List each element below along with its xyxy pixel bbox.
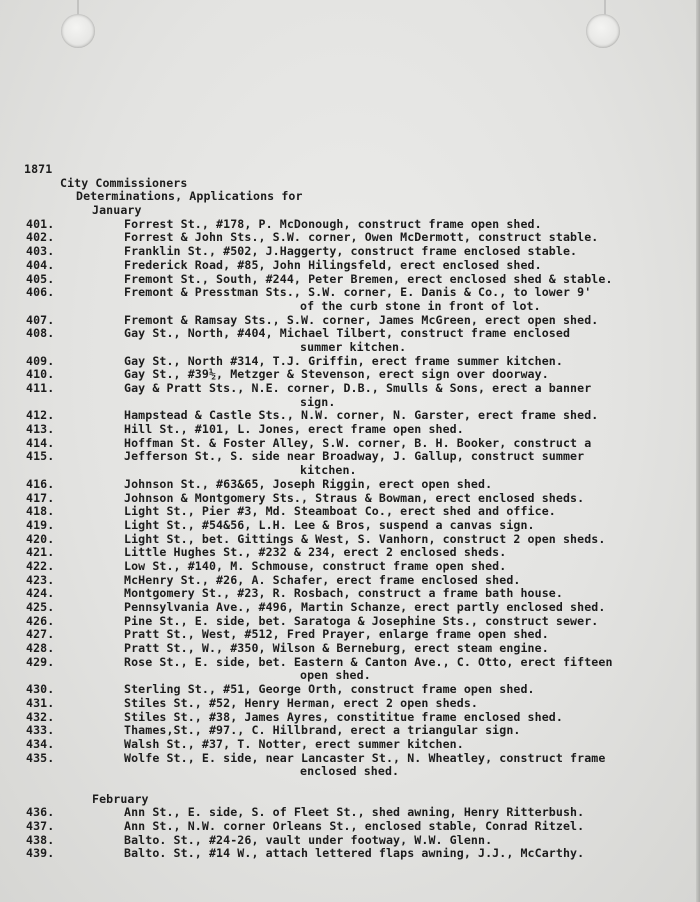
entry-text: Hoffman St. & Foster Alley, S.W. corner, B. H. Booker, construct a: [124, 435, 592, 450]
entry-number: 430.: [26, 682, 55, 697]
entry-text: Balto. St., #24-26, vault under footway, W.W. Glenn.: [124, 832, 493, 847]
entry-number: 423.: [26, 572, 55, 587]
entry-row: [24, 478, 694, 492]
entry-number: 429.: [26, 654, 55, 669]
entry-row: [24, 560, 694, 574]
entry-row: [24, 450, 694, 464]
entry-number: 419.: [26, 517, 55, 532]
entry-number: 412.: [26, 408, 55, 423]
entry-continuation-row: [24, 464, 694, 478]
entry-row: [24, 834, 694, 848]
entry-row: [24, 806, 694, 820]
entry-row: [24, 382, 694, 396]
entry-text: Fremont & Presstman Sts., S.W. corner, E. Danis & Co., to lower 9': [124, 285, 592, 300]
entry-number: 433.: [26, 723, 55, 738]
entry-row: [24, 847, 694, 861]
entry-continuation-row: [24, 300, 694, 314]
entry-number: 416.: [26, 476, 55, 491]
entry-number: 408.: [26, 326, 55, 341]
entry-number: 411.: [26, 381, 55, 395]
entry-continuation-row: [24, 341, 694, 355]
entry-text: Frederick Road, #85, John Hilingsfeld, erect enclosed shed.: [124, 257, 542, 272]
entry-text: Jefferson St., S. side near Broadway, J. Gallup, construct summer: [124, 449, 585, 464]
entry-text: Johnson St., #63&65, Joseph Riggin, erect open shed.: [124, 476, 493, 491]
entry-continuation-row: [24, 396, 694, 410]
entry-row: [24, 724, 694, 738]
entry-number: 425.: [26, 600, 55, 614]
entry-row: [24, 697, 694, 711]
entry-text: Walsh St., #37, T. Notter, erect summer kitchen.: [124, 736, 464, 751]
punch-hole-right: [586, 14, 620, 48]
entry-text: Hampstead & Castle Sts., N.W. corner, N. Garster, erect frame shed.: [124, 408, 599, 423]
entry-number: 431.: [26, 695, 55, 710]
entry-text: Fremont & Ramsay Sts., S.W. corner, James McGreen, erect open shed.: [124, 312, 599, 327]
entry-text: Gay St., North #314, T.J. Griffin, erect frame summer kitchen.: [124, 353, 563, 368]
entry-text: Hill St., #101, L. Jones, erect frame open shed.: [124, 422, 464, 437]
entry-row: [24, 519, 694, 533]
section-heading: Determinations, Applications for: [76, 189, 303, 204]
entry-row: [24, 492, 694, 506]
entry-continuation-text: enclosed shed.: [300, 764, 400, 779]
entry-text: Pine St., E. side, bet. Saratoga & Josephine Sts., construct sewer.: [124, 613, 599, 628]
entry-text: Ann St., N.W. corner Orleans St., enclosed stable, Conrad Ritzel.: [124, 819, 585, 833]
entry-row: [24, 259, 694, 273]
entry-text: Pennsylvania Ave., #496, Martin Schanze, erect partly enclosed shed.: [124, 600, 606, 614]
entry-text: Thames,St., #97., C. Hillbrand, erect a triangular sign.: [124, 723, 521, 738]
entry-text: Forrest St., #178, P. McDonough, construct frame open shed.: [124, 216, 542, 231]
entry-text: Wolfe St., E. side, near Lancaster St., N. Wheatley, construct frame: [124, 750, 606, 765]
entry-number: 437.: [26, 819, 55, 833]
entry-number: 428.: [26, 641, 55, 656]
entry-text: Light St., #54&56, L.H. Lee & Bros, suspend a canvas sign.: [124, 517, 535, 532]
entry-text: Johnson & Montgomery Sts., Straus & Bowman, erect enclosed sheds.: [124, 490, 585, 505]
entry-text: Stiles St., #52, Henry Herman, erect 2 open sheds.: [124, 695, 479, 710]
department-heading: City Commissioners: [60, 175, 188, 190]
entry-number: 435.: [26, 750, 55, 765]
entry-number: 410.: [26, 367, 55, 382]
entry-number: 409.: [26, 353, 55, 368]
entry-number: 432.: [26, 709, 55, 724]
entry-row: [24, 533, 694, 547]
entry-continuation-row: [24, 765, 694, 779]
entry-row: [24, 574, 694, 588]
entry-number: 415.: [26, 449, 55, 464]
entry-text: Fremont St., South, #244, Peter Bremen, erect enclosed shed & stable.: [124, 271, 613, 286]
entry-number: 418.: [26, 504, 55, 519]
entry-row: [24, 601, 694, 615]
entry-text: Pratt St., W., #350, Wilson & Berneburg, erect steam engine.: [124, 641, 549, 656]
entry-number: 405.: [26, 271, 55, 286]
entry-number: 406.: [26, 285, 55, 300]
entry-row: [24, 587, 694, 601]
entry-text: Balto. St., #14 W., attach lettered flaps awning, J.J., McCarthy.: [124, 846, 585, 861]
entry-text: Montgomery St., #23, R. Rosbach, construct a frame bath house.: [124, 586, 563, 601]
entry-row: [24, 286, 694, 300]
entry-row: [24, 752, 694, 766]
entry-row: [24, 628, 694, 642]
entry-continuation-text: sign.: [300, 394, 336, 409]
entry-text: Rose St., E. side, bet. Eastern & Canton Ave., C. Otto, erect fifteen: [124, 654, 613, 669]
entry-number: 417.: [26, 490, 55, 505]
entry-row: [24, 314, 694, 328]
entry-number: 403.: [26, 244, 55, 259]
entry-row: [24, 409, 694, 423]
entry-number: 401.: [26, 216, 55, 231]
entry-row: [24, 368, 694, 382]
entry-row: [24, 231, 694, 245]
entry-row: [24, 355, 694, 369]
entry-text: McHenry St., #26, A. Schafer, erect frame enclosed shed.: [124, 572, 521, 587]
entry-number: 402.: [26, 230, 55, 245]
entry-text: Gay St., #39½, Metzger & Stevenson, erect sign over doorway.: [124, 367, 549, 382]
month-heading-january: January: [92, 203, 142, 218]
entry-text: Low St., #140, M. Schmouse, construct frame open shed.: [124, 558, 507, 573]
entry-text: Forrest & John Sts., S.W. corner, Owen McDermott, construct stable.: [124, 230, 599, 245]
entry-row: [24, 505, 694, 519]
entry-text: Franklin St., #502, J.Haggerty, construct frame enclosed stable.: [124, 244, 578, 259]
entry-row: [24, 656, 694, 670]
entry-row: [24, 820, 694, 834]
entry-number: 414.: [26, 435, 55, 450]
entry-number: 424.: [26, 586, 55, 601]
entry-number: 420.: [26, 531, 55, 546]
punch-hole-left: [61, 14, 95, 48]
entry-continuation-text: summer kitchen.: [300, 339, 407, 354]
month-heading-february: February: [92, 791, 149, 806]
entry-number: 404.: [26, 257, 55, 272]
typed-record: [24, 163, 694, 861]
entry-row: [24, 683, 694, 697]
entry-number: 436.: [26, 805, 55, 820]
entry-row: [24, 245, 694, 259]
spacer: [24, 779, 694, 793]
entry-continuation-text: open shed.: [300, 668, 371, 683]
january-entry-list: [24, 218, 694, 779]
entry-row: [24, 423, 694, 437]
entry-row: [24, 437, 694, 451]
entry-row: [24, 615, 694, 629]
entry-row: [24, 327, 694, 341]
entry-text: Ann St., E. side, S. of Fleet St., shed awning, Henry Ritterbush.: [124, 805, 585, 820]
entry-number: 426.: [26, 613, 55, 628]
entry-row: [24, 738, 694, 752]
entry-text: Little Hughes St., #232 & 234, erect 2 enclosed sheds.: [124, 545, 507, 560]
entry-text: Light St., bet. Gittings & West, S. Vanhorn, construct 2 open sheds.: [124, 531, 606, 546]
entry-row: [24, 711, 694, 725]
entry-text: Gay & Pratt Sts., N.E. corner, D.B., Smulls & Sons, erect a banner: [124, 381, 592, 395]
entry-row: [24, 218, 694, 232]
entry-row: [24, 642, 694, 656]
entry-text: Gay St., North, #404, Michael Tilbert, construct frame enclosed: [124, 326, 571, 341]
february-entry-list: [24, 806, 694, 861]
entry-number: 413.: [26, 422, 55, 437]
entry-text: Sterling St., #51, George Orth, construct frame open shed.: [124, 682, 535, 697]
entry-continuation-row: [24, 669, 694, 683]
entry-continuation-text: kitchen.: [300, 463, 357, 478]
year-heading: 1871: [24, 162, 53, 176]
entry-number: 434.: [26, 736, 55, 751]
entry-number: 422.: [26, 558, 55, 573]
entry-number: 407.: [26, 312, 55, 327]
entry-row: [24, 546, 694, 560]
entry-number: 438.: [26, 832, 55, 847]
entry-text: Stiles St., #38, James Ayres, constititue frame enclosed shed.: [124, 709, 563, 724]
entry-continuation-text: of the curb stone in front of lot.: [300, 298, 541, 313]
entry-row: [24, 273, 694, 287]
entry-text: Pratt St., West, #512, Fred Prayer, enlarge frame open shed.: [124, 627, 549, 642]
page-edge: [696, 0, 700, 902]
entry-number: 439.: [26, 846, 55, 861]
entry-number: 427.: [26, 627, 55, 642]
entry-number: 421.: [26, 545, 55, 560]
entry-text: Light St., Pier #3, Md. Steamboat Co., erect shed and office.: [124, 504, 556, 519]
